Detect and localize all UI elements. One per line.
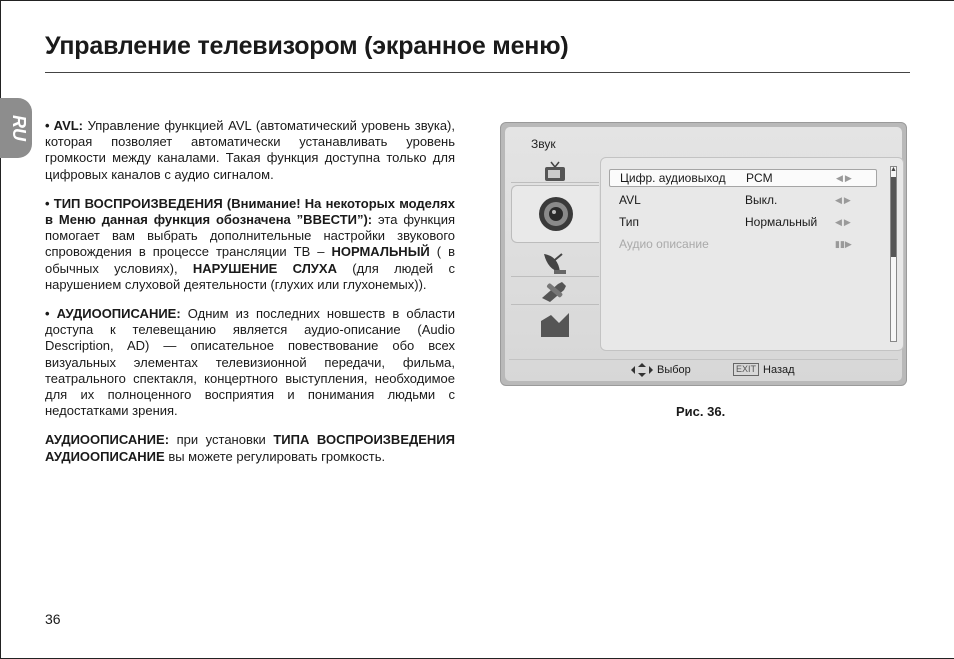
row-label: Цифр. аудиовыход (620, 171, 726, 185)
text-column (45, 118, 455, 478)
osd-scrollbar[interactable] (890, 166, 897, 342)
left-right-arrows-icon: ◀ ▶ (835, 216, 851, 227)
footer-back-label: Назад (763, 363, 795, 376)
page-title: Управление телевизором (экранное меню) (45, 32, 569, 60)
note-heading: АУДИООПИСАНИЕ: (45, 432, 170, 448)
tv-osd-menu (500, 122, 907, 386)
footer-select-label: Выбор (657, 363, 691, 376)
row-value: Нормальный (745, 215, 818, 229)
avl-heading: • AVL: (45, 118, 84, 133)
playback-type-heading: • ТИП ВОСПРОИЗВЕДЕНИЯ (Внимание! На некоторых моделях в Меню данная функция обозначена ”ВВЕСТИ”): (45, 195, 455, 228)
nav-arrows-icon (631, 363, 653, 377)
tv-icon (542, 160, 568, 182)
row-label: Аудио описание (619, 237, 709, 251)
playback-type-body-3: (для людей с нарушением слуховой деятельности (глухих или глухонемых)). (45, 260, 455, 292)
row-value: Выкл. (745, 193, 778, 207)
lock-icon (537, 311, 573, 339)
osd-header: Звук (531, 137, 556, 151)
paragraph-audio-description (45, 306, 455, 419)
speaker-icon (536, 194, 576, 234)
note-term: ТИПА ВОСПРОИЗВЕДЕНИЯ АУДИООПИСАНИЕ (45, 432, 455, 464)
audio-description-body: Одним из последних новшеств в области доступа к телевещанию является аудио-описание (Audio Description, AD) — описательное повествование обо всех визуальных элементах телевизионной передачи, фильма, театрального спектакля, концертного выступления, необходимое для их полноценного восприятия и понимания людьми с недостатками зрения. (45, 306, 456, 419)
footer-select-hint (631, 363, 691, 377)
category-setup[interactable] (511, 277, 599, 305)
enter-arrow-icon: ▮▮▶ (835, 238, 852, 249)
category-channel[interactable] (511, 249, 599, 277)
osd-settings-panel (600, 157, 904, 351)
row-label: AVL (619, 193, 641, 207)
osd-row-avl[interactable] (609, 191, 877, 209)
paragraph-playback-type (45, 196, 455, 293)
avl-body: Управление функцией AVL (автоматический уровень звука), которая позволяет автоматически устанавливать уровень громкости между каналами. Такая функция доступна только для цифровых каналов с аудио сигналом. (45, 118, 455, 182)
row-label: Тип (619, 215, 640, 229)
scrollbar-thumb[interactable] (891, 177, 896, 257)
exit-key-badge: EXIT (733, 363, 759, 376)
paragraph-audio-description-note (45, 432, 455, 464)
hearing-impaired-term: НАРУШЕНИЕ СЛУХА (192, 260, 337, 276)
category-lock[interactable] (511, 309, 599, 341)
audio-description-heading: • АУДИООПИСАНИЕ: (45, 306, 181, 322)
title-rule (45, 72, 910, 73)
osd-row-audio-description[interactable] (609, 235, 877, 253)
osd-row-type[interactable] (609, 213, 877, 231)
osd-category-bar (511, 159, 601, 339)
category-picture[interactable] (511, 159, 599, 183)
osd-footer (509, 359, 898, 379)
osd-row-digital-audio-out[interactable] (609, 169, 877, 187)
page-number: 36 (45, 611, 61, 627)
normal-term: НОРМАЛЬНЫЙ (331, 244, 430, 260)
scroll-up-icon: ▲ (890, 166, 897, 173)
left-right-arrows-icon: ◀ ▶ (835, 194, 851, 205)
playback-type-body-2: ( в обычных условиях), (45, 244, 455, 276)
note-body-2: вы можете регулировать громкость. (164, 448, 386, 464)
tools-icon (538, 278, 572, 304)
playback-type-body: эта функция помогает вам выбрать дополнительные настройки звукового спровождения в процессе трансляции ТВ – (45, 212, 455, 260)
paragraph-avl (45, 118, 455, 183)
osd-inner (505, 127, 902, 381)
left-right-arrows-icon: ◀ ▶ (836, 172, 852, 183)
satellite-dish-icon (540, 250, 570, 276)
figure-caption: Рис. 36. (676, 404, 726, 419)
row-value: PCM (746, 171, 773, 185)
note-body-1: при установки (169, 432, 274, 448)
language-tab-label: RU (9, 115, 29, 141)
footer-back-hint (733, 363, 795, 376)
category-sound[interactable] (511, 185, 599, 243)
